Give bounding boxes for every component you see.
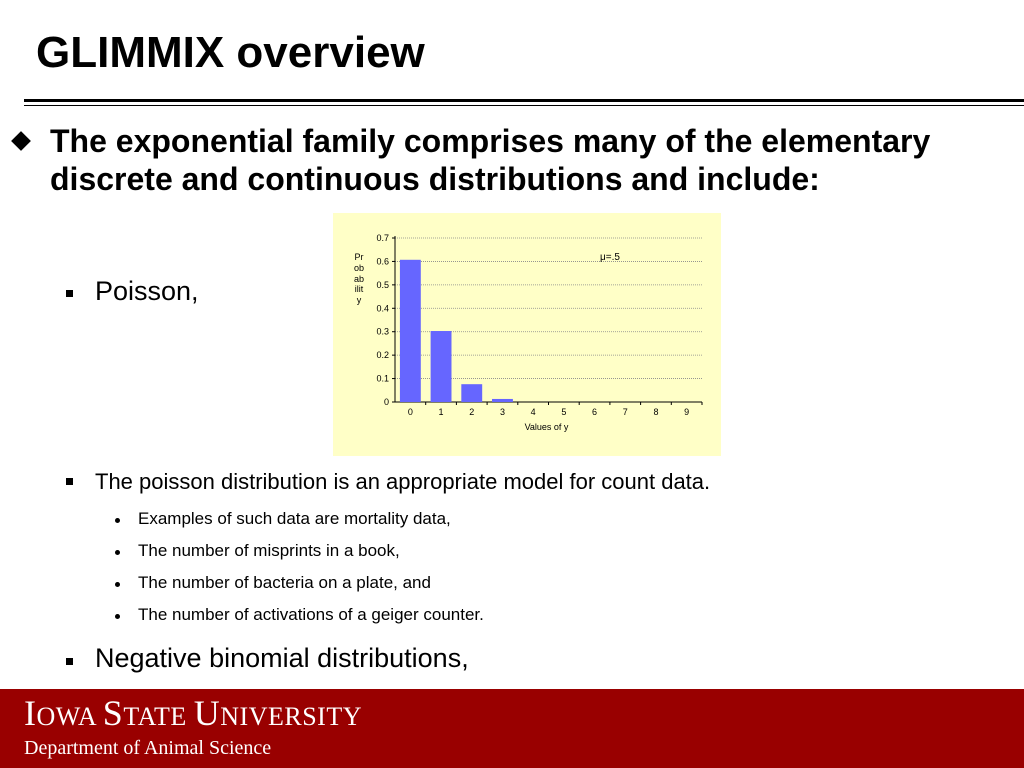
chart-x-tick-label: 5 [561, 407, 567, 417]
chart-x-tick-label: 7 [622, 407, 628, 417]
title-divider-thick [24, 99, 1024, 102]
chart-annotation: μ=.5 [600, 252, 620, 263]
square-bullet-icon [66, 658, 73, 665]
example-item: Examples of such data are mortality data, [138, 509, 451, 528]
chart-svg [333, 213, 721, 456]
square-bullet-icon [66, 290, 73, 297]
diamond-bullet-icon [11, 131, 31, 151]
poisson-item: Poisson, [95, 276, 199, 306]
round-bullet-icon [115, 550, 120, 555]
title-divider-thin [24, 105, 1024, 106]
round-bullet-icon [115, 518, 120, 523]
chart-x-axis-label: Values of y [524, 422, 569, 432]
round-bullet-icon [115, 614, 120, 619]
chart-y-tick-label: 0.5 [376, 279, 389, 290]
chart-bar [400, 260, 421, 402]
chart-x-tick-label: 3 [499, 407, 505, 417]
department-name: Department of Animal Science [24, 737, 272, 759]
chart-x-tick-label: 1 [438, 407, 444, 417]
chart-x-tick-label: 2 [469, 407, 475, 417]
poisson-description: The poisson distribution is an appropriate model for count data. [95, 469, 711, 494]
chart-x-tick-label: 6 [592, 407, 598, 417]
chart-y-tick-label: 0.4 [376, 303, 389, 314]
chart-bar [492, 399, 513, 402]
chart-x-tick-label: 9 [684, 407, 690, 417]
chart-y-tick-label: 0.2 [376, 350, 389, 361]
example-item: The number of activations of a geiger counter. [138, 605, 484, 624]
chart-y-tick-label: 0.1 [376, 373, 389, 384]
square-bullet-icon [66, 478, 73, 485]
chart-x-tick-label: 8 [653, 407, 659, 417]
example-item: The number of bacteria on a plate, and [138, 573, 431, 592]
chart-y-tick-label: 0.3 [376, 326, 389, 337]
university-name: IOWA STATE UNIVERSITY [24, 693, 362, 733]
round-bullet-icon [115, 582, 120, 587]
chart-x-tick-label: 0 [407, 407, 413, 417]
chart-y-tick-label: 0.7 [376, 233, 389, 243]
main-bullet-text: The exponential family comprises many of the elementary discrete and continuous distributions and include: [50, 123, 931, 197]
chart-x-tick-label: 4 [530, 407, 536, 417]
chart-bar [431, 331, 452, 402]
chart-y-tick-label: 0.6 [376, 256, 389, 267]
chart-bar [461, 384, 482, 402]
example-item: The number of misprints in a book, [138, 541, 400, 560]
slide-title: GLIMMIX overview [36, 28, 425, 77]
negative-binomial-item: Negative binomial distributions, [95, 643, 469, 673]
chart-y-axis-label: Probability [354, 252, 365, 306]
chart-y-tick-label: 0 [383, 397, 389, 407]
poisson-chart [333, 213, 721, 456]
